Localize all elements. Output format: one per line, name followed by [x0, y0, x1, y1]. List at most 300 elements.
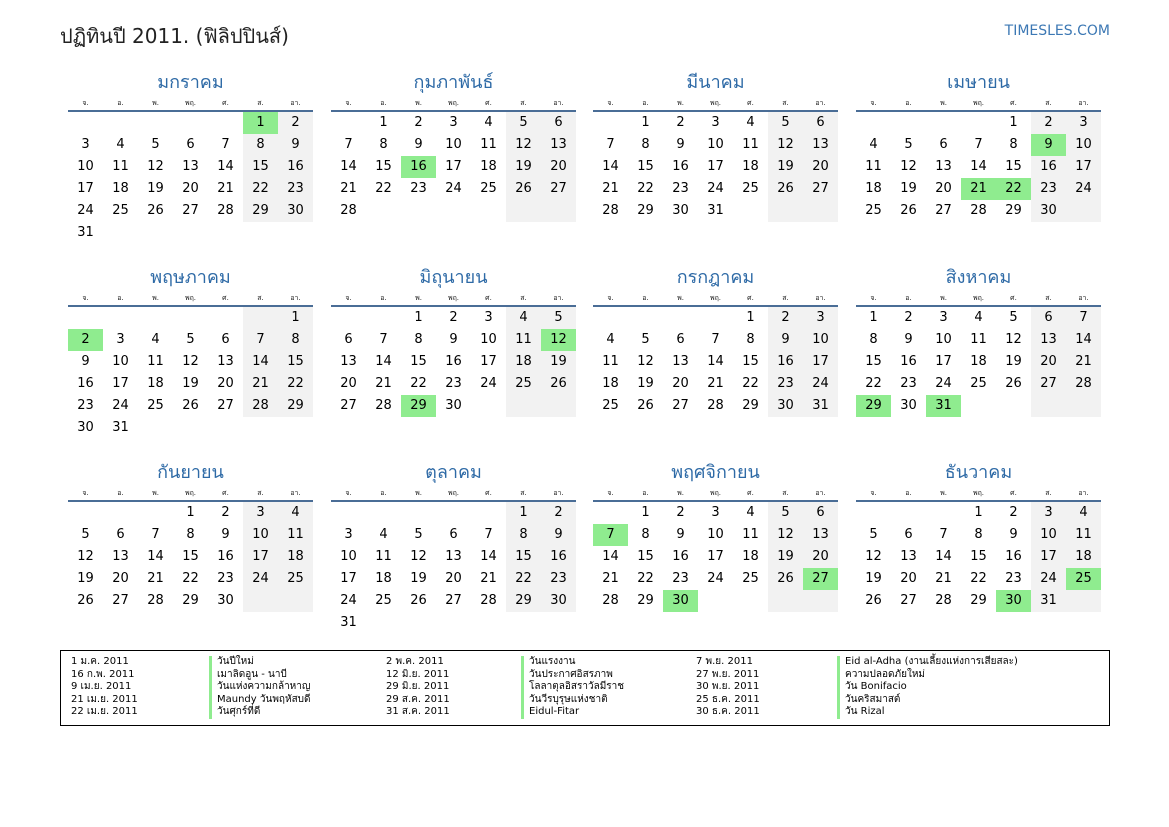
weekday-header [331, 96, 576, 112]
day-cell: 7 [939, 527, 948, 542]
day-cell: 23 [777, 376, 794, 391]
day-cell: 12 [410, 549, 427, 564]
weekday-header [593, 291, 838, 307]
day-cell: 19 [410, 571, 427, 586]
legend-holiday: Eidul-Fitar [529, 706, 580, 717]
day-cell: 20 [550, 159, 567, 174]
weekday-label: พฤ. [709, 99, 722, 107]
day-cell: 14 [147, 549, 164, 564]
day-cell: 11 [287, 527, 304, 542]
day-cell: 15 [182, 549, 199, 564]
day-cell: 21 [935, 571, 952, 586]
day-cell: 5 [151, 137, 160, 152]
weekday-label: อ. [380, 489, 387, 497]
day-cell: 4 [116, 137, 125, 152]
day-cell: 3 [711, 115, 720, 130]
weekday-label: จ. [607, 99, 614, 107]
day-cell: 13 [550, 137, 567, 152]
day-cell: 1 [1009, 115, 1018, 130]
weekday-label: อ. [642, 99, 649, 107]
day-cell: 21 [147, 571, 164, 586]
day-cell: 23 [77, 398, 94, 413]
day-cell: 11 [147, 354, 164, 369]
weekday-label: ศ. [222, 99, 229, 107]
day-cell: 24 [445, 181, 462, 196]
day-cell: 26 [865, 593, 882, 608]
weekday-label: พฤ. [184, 99, 197, 107]
day-cell: 8 [379, 137, 388, 152]
day-cell: 5 [904, 137, 913, 152]
day-cell: 10 [445, 137, 462, 152]
day-cell: 17 [1075, 159, 1092, 174]
day-cell: 11 [1075, 527, 1092, 542]
day-cell: 1 [746, 310, 755, 325]
site-link[interactable]: TIMESLES.COM [1004, 23, 1110, 39]
weekday-header [68, 486, 313, 502]
weekday-label: พ. [415, 99, 422, 107]
month-block [331, 460, 576, 634]
day-cell: 12 [77, 549, 94, 564]
day-cell: 27 [182, 203, 199, 218]
legend-holiday: เมาลิดอูน - นาบี [217, 668, 287, 680]
day-cell: 21 [375, 376, 392, 391]
day-cell: 24 [340, 593, 357, 608]
day-cell: 29 [637, 593, 654, 608]
holiday-cell: 9 [1031, 134, 1066, 156]
day-cell: 24 [77, 203, 94, 218]
day-cell: 2 [781, 310, 790, 325]
weekday-label: ส. [520, 489, 527, 497]
legend-date: 9 เม.ย. 2011 [71, 681, 132, 692]
weekday-label: อา. [290, 294, 301, 302]
day-cell: 4 [606, 332, 615, 347]
day-cell: 13 [935, 159, 952, 174]
legend-date: 21 เม.ย. 2011 [71, 693, 138, 705]
weekday-label: พฤ. [447, 489, 460, 497]
legend-date: 2 พ.ค. 2011 [386, 656, 444, 667]
day-cell: 25 [147, 398, 164, 413]
day-cell: 15 [865, 354, 882, 369]
day-cell: 7 [151, 527, 160, 542]
day-cell: 28 [602, 593, 619, 608]
day-cell: 8 [974, 527, 983, 542]
day-cell: 18 [515, 354, 532, 369]
day-grid [331, 307, 576, 439]
weekday-label: ศ. [222, 489, 229, 497]
month-block [68, 460, 313, 634]
day-cell: 13 [672, 354, 689, 369]
day-cell: 25 [865, 203, 882, 218]
month-block [593, 265, 838, 439]
day-cell: 3 [81, 137, 90, 152]
weekday-label: อ. [905, 294, 912, 302]
day-cell: 26 [77, 593, 94, 608]
day-cell: 19 [900, 181, 917, 196]
day-cell: 13 [340, 354, 357, 369]
day-cell: 15 [742, 354, 759, 369]
weekday-label: จ. [345, 489, 352, 497]
day-cell: 24 [707, 181, 724, 196]
day-cell: 20 [812, 549, 829, 564]
day-cell: 3 [1079, 115, 1088, 130]
legend-holiday: Eid al-Adha (งานเลี้ยงแห่งการเสียสละ) [845, 656, 1018, 667]
weekday-label: จ. [345, 99, 352, 107]
day-cell: 6 [344, 332, 353, 347]
weekday-label: จ. [607, 489, 614, 497]
day-cell: 31 [812, 398, 829, 413]
day-cell: 16 [77, 376, 94, 391]
day-cell: 15 [637, 549, 654, 564]
day-cell: 2 [676, 505, 685, 520]
month-name: เมษายน [947, 72, 1010, 93]
weekday-label: พฤ. [447, 294, 460, 302]
holiday-cell: 29 [401, 395, 436, 417]
day-cell: 24 [252, 571, 269, 586]
weekday-label: ศ. [747, 489, 754, 497]
weekday-label: อ. [380, 99, 387, 107]
weekday-label: จ. [870, 99, 877, 107]
day-cell: 1 [414, 310, 423, 325]
day-cell: 23 [672, 181, 689, 196]
weekday-label: พ. [677, 99, 684, 107]
weekday-label: อา. [1078, 99, 1089, 107]
day-cell: 14 [970, 159, 987, 174]
weekday-label: ศ. [1010, 489, 1017, 497]
legend-holiday: วัน Rizal [845, 706, 885, 717]
day-cell: 4 [746, 505, 755, 520]
month-name: ตุลาคม [425, 462, 482, 483]
legend-names-col-3 [837, 656, 1018, 719]
day-cell: 7 [711, 332, 720, 347]
weekday-label: ส. [520, 294, 527, 302]
day-cell: 9 [291, 137, 300, 152]
day-cell: 6 [1044, 310, 1053, 325]
day-cell: 28 [935, 593, 952, 608]
day-cell: 12 [515, 137, 532, 152]
day-cell: 18 [970, 354, 987, 369]
day-cell: 12 [777, 137, 794, 152]
day-cell: 13 [812, 527, 829, 542]
day-cell: 10 [1040, 527, 1057, 542]
day-cell: 29 [742, 398, 759, 413]
day-cell: 3 [939, 310, 948, 325]
day-cell: 20 [812, 159, 829, 174]
day-cell: 20 [217, 376, 234, 391]
day-cell: 4 [519, 310, 528, 325]
day-cell: 31 [1040, 593, 1057, 608]
weekday-label: จ. [345, 294, 352, 302]
day-cell: 14 [935, 549, 952, 564]
day-cell: 27 [672, 398, 689, 413]
day-cell: 18 [742, 549, 759, 564]
day-cell: 24 [707, 571, 724, 586]
day-cell: 3 [344, 527, 353, 542]
legend-date: 16 ก.พ. 2011 [71, 668, 135, 680]
day-cell: 8 [256, 137, 265, 152]
weekday-label: ส. [782, 294, 789, 302]
day-cell: 4 [484, 115, 493, 130]
day-cell: 4 [291, 505, 300, 520]
day-cell: 28 [340, 203, 357, 218]
day-cell: 2 [414, 115, 423, 130]
holiday-cell: 22 [996, 178, 1031, 200]
day-cell: 12 [1005, 332, 1022, 347]
day-cell: 1 [974, 505, 983, 520]
day-cell: 8 [641, 527, 650, 542]
weekday-header [331, 486, 576, 502]
day-cell: 6 [449, 527, 458, 542]
month-name: มกราคม [157, 72, 224, 93]
day-cell: 4 [974, 310, 983, 325]
weekday-label: พฤ. [184, 489, 197, 497]
weekday-label: จ. [82, 489, 89, 497]
day-cell: 9 [781, 332, 790, 347]
day-cell: 16 [777, 354, 794, 369]
day-grid [68, 307, 313, 439]
weekday-label: อา. [553, 489, 564, 497]
day-cell: 22 [252, 181, 269, 196]
weekday-label: อา. [553, 294, 564, 302]
month-name: กันยายน [157, 462, 224, 483]
weekday-label: อ. [117, 99, 124, 107]
day-cell: 5 [414, 527, 423, 542]
day-cell: 26 [777, 181, 794, 196]
day-grid [856, 502, 1101, 634]
weekday-label: อ. [380, 294, 387, 302]
legend-date: 31 ส.ค. 2011 [386, 706, 450, 717]
weekday-label: อ. [905, 99, 912, 107]
weekday-label: อา. [290, 99, 301, 107]
day-cell: 26 [1005, 376, 1022, 391]
day-cell: 30 [287, 203, 304, 218]
day-cell: 19 [182, 376, 199, 391]
day-cell: 8 [186, 527, 195, 542]
day-cell: 10 [707, 527, 724, 542]
day-cell: 28 [480, 593, 497, 608]
day-cell: 15 [1005, 159, 1022, 174]
month-block [68, 265, 313, 439]
day-cell: 17 [252, 549, 269, 564]
weekday-label: พ. [677, 489, 684, 497]
weekday-label: อา. [290, 489, 301, 497]
day-cell: 30 [550, 593, 567, 608]
day-cell: 26 [550, 376, 567, 391]
day-cell: 22 [410, 376, 427, 391]
weekday-label: พ. [152, 294, 159, 302]
day-cell: 16 [445, 354, 462, 369]
day-cell: 10 [340, 549, 357, 564]
weekday-label: ศ. [747, 99, 754, 107]
holiday-cell: 27 [803, 568, 838, 590]
day-cell: 23 [900, 376, 917, 391]
day-grid [331, 502, 576, 634]
day-cell: 15 [410, 354, 427, 369]
day-cell: 22 [182, 571, 199, 586]
day-cell: 8 [641, 137, 650, 152]
day-cell: 21 [602, 571, 619, 586]
day-cell: 15 [287, 354, 304, 369]
day-cell: 30 [777, 398, 794, 413]
day-cell: 19 [637, 376, 654, 391]
weekday-label: พฤ. [972, 99, 985, 107]
day-cell: 25 [480, 181, 497, 196]
day-cell: 28 [147, 593, 164, 608]
day-cell: 29 [182, 593, 199, 608]
day-cell: 17 [935, 354, 952, 369]
holiday-cell: 29 [856, 395, 891, 417]
weekday-label: อา. [815, 294, 826, 302]
day-cell: 13 [1040, 332, 1057, 347]
day-cell: 1 [379, 115, 388, 130]
day-cell: 23 [1005, 571, 1022, 586]
day-cell: 20 [1040, 354, 1057, 369]
day-cell: 4 [746, 115, 755, 130]
day-cell: 16 [672, 159, 689, 174]
legend-dates-col-1 [71, 656, 138, 719]
day-cell: 18 [375, 571, 392, 586]
weekday-label: พ. [940, 99, 947, 107]
day-grid [593, 502, 838, 634]
day-cell: 29 [287, 398, 304, 413]
day-cell: 10 [252, 527, 269, 542]
day-cell: 5 [81, 527, 90, 542]
day-cell: 4 [379, 527, 388, 542]
day-cell: 16 [900, 354, 917, 369]
day-cell: 30 [1040, 203, 1057, 218]
weekday-header [593, 96, 838, 112]
month-name: มิถุนายน [419, 267, 488, 288]
legend-holiday: วันแห่งความกล้าหาญ [217, 681, 311, 692]
day-cell: 20 [900, 571, 917, 586]
day-cell: 19 [550, 354, 567, 369]
day-cell: 1 [869, 310, 878, 325]
day-cell: 16 [550, 549, 567, 564]
weekday-label: อ. [642, 489, 649, 497]
day-cell: 17 [340, 571, 357, 586]
day-cell: 2 [554, 505, 563, 520]
month-name: มีนาคม [686, 72, 745, 93]
day-cell: 21 [480, 571, 497, 586]
day-cell: 7 [1079, 310, 1088, 325]
legend-date: 25 ธ.ค. 2011 [696, 693, 760, 705]
day-cell: 9 [414, 137, 423, 152]
day-cell: 25 [970, 376, 987, 391]
month-block [331, 265, 576, 439]
day-cell: 11 [480, 137, 497, 152]
day-cell: 25 [287, 571, 304, 586]
day-cell: 10 [77, 159, 94, 174]
weekday-label: อา. [553, 99, 564, 107]
day-cell: 2 [1044, 115, 1053, 130]
day-cell: 17 [480, 354, 497, 369]
day-cell: 10 [812, 332, 829, 347]
day-cell: 11 [742, 137, 759, 152]
month-name: กรกฎาคม [676, 267, 755, 288]
weekday-label: จ. [82, 99, 89, 107]
weekday-label: อา. [815, 489, 826, 497]
day-cell: 15 [252, 159, 269, 174]
day-cell: 29 [1005, 203, 1022, 218]
day-cell: 18 [112, 181, 129, 196]
day-cell: 6 [116, 527, 125, 542]
day-cell: 24 [935, 376, 952, 391]
day-cell: 19 [777, 549, 794, 564]
weekday-label: ส. [257, 489, 264, 497]
weekday-label: พฤ. [709, 294, 722, 302]
day-cell: 10 [112, 354, 129, 369]
holiday-cell: 21 [961, 178, 996, 200]
day-cell: 9 [676, 527, 685, 542]
day-grid [593, 307, 838, 439]
day-cell: 28 [602, 203, 619, 218]
day-cell: 12 [637, 354, 654, 369]
day-cell: 1 [186, 505, 195, 520]
day-cell: 18 [287, 549, 304, 564]
day-cell: 17 [112, 376, 129, 391]
day-cell: 19 [77, 571, 94, 586]
day-cell: 27 [217, 398, 234, 413]
day-cell: 13 [112, 549, 129, 564]
legend-date: 7 พ.ย. 2011 [696, 656, 753, 667]
day-cell: 1 [641, 115, 650, 130]
day-cell: 18 [602, 376, 619, 391]
day-cell: 10 [935, 332, 952, 347]
holiday-cell: 25 [1066, 568, 1101, 590]
weekday-header [68, 291, 313, 307]
day-cell: 30 [445, 398, 462, 413]
day-cell: 14 [602, 549, 619, 564]
day-cell: 28 [1075, 376, 1092, 391]
day-cell: 27 [935, 203, 952, 218]
weekday-label: ศ. [1010, 294, 1017, 302]
day-cell: 19 [515, 159, 532, 174]
month-name: พฤษภาคม [150, 267, 231, 288]
day-cell: 31 [707, 203, 724, 218]
day-cell: 18 [147, 376, 164, 391]
day-cell: 5 [641, 332, 650, 347]
day-cell: 9 [904, 332, 913, 347]
day-cell: 16 [287, 159, 304, 174]
day-cell: 9 [449, 332, 458, 347]
day-cell: 14 [707, 354, 724, 369]
day-cell: 25 [602, 398, 619, 413]
weekday-label: จ. [82, 294, 89, 302]
day-cell: 5 [1009, 310, 1018, 325]
legend-holiday: วันคริสมาสต์ [845, 693, 901, 705]
month-block [593, 70, 838, 244]
day-cell: 7 [974, 137, 983, 152]
weekday-header [856, 486, 1101, 502]
day-cell: 8 [869, 332, 878, 347]
day-cell: 22 [515, 571, 532, 586]
legend-holiday: Maundy วันพฤหัสบดี [217, 693, 311, 705]
day-cell: 7 [344, 137, 353, 152]
day-cell: 8 [746, 332, 755, 347]
day-cell: 3 [711, 505, 720, 520]
weekday-label: จ. [870, 489, 877, 497]
legend-holiday: วัน Bonifacio [845, 681, 907, 692]
day-cell: 12 [900, 159, 917, 174]
day-cell: 25 [112, 203, 129, 218]
day-cell: 24 [1075, 181, 1092, 196]
day-grid [856, 112, 1101, 244]
day-cell: 21 [602, 181, 619, 196]
weekday-label: อ. [905, 489, 912, 497]
day-cell: 22 [637, 571, 654, 586]
day-cell: 20 [112, 571, 129, 586]
weekday-label: จ. [870, 294, 877, 302]
day-cell: 24 [480, 376, 497, 391]
